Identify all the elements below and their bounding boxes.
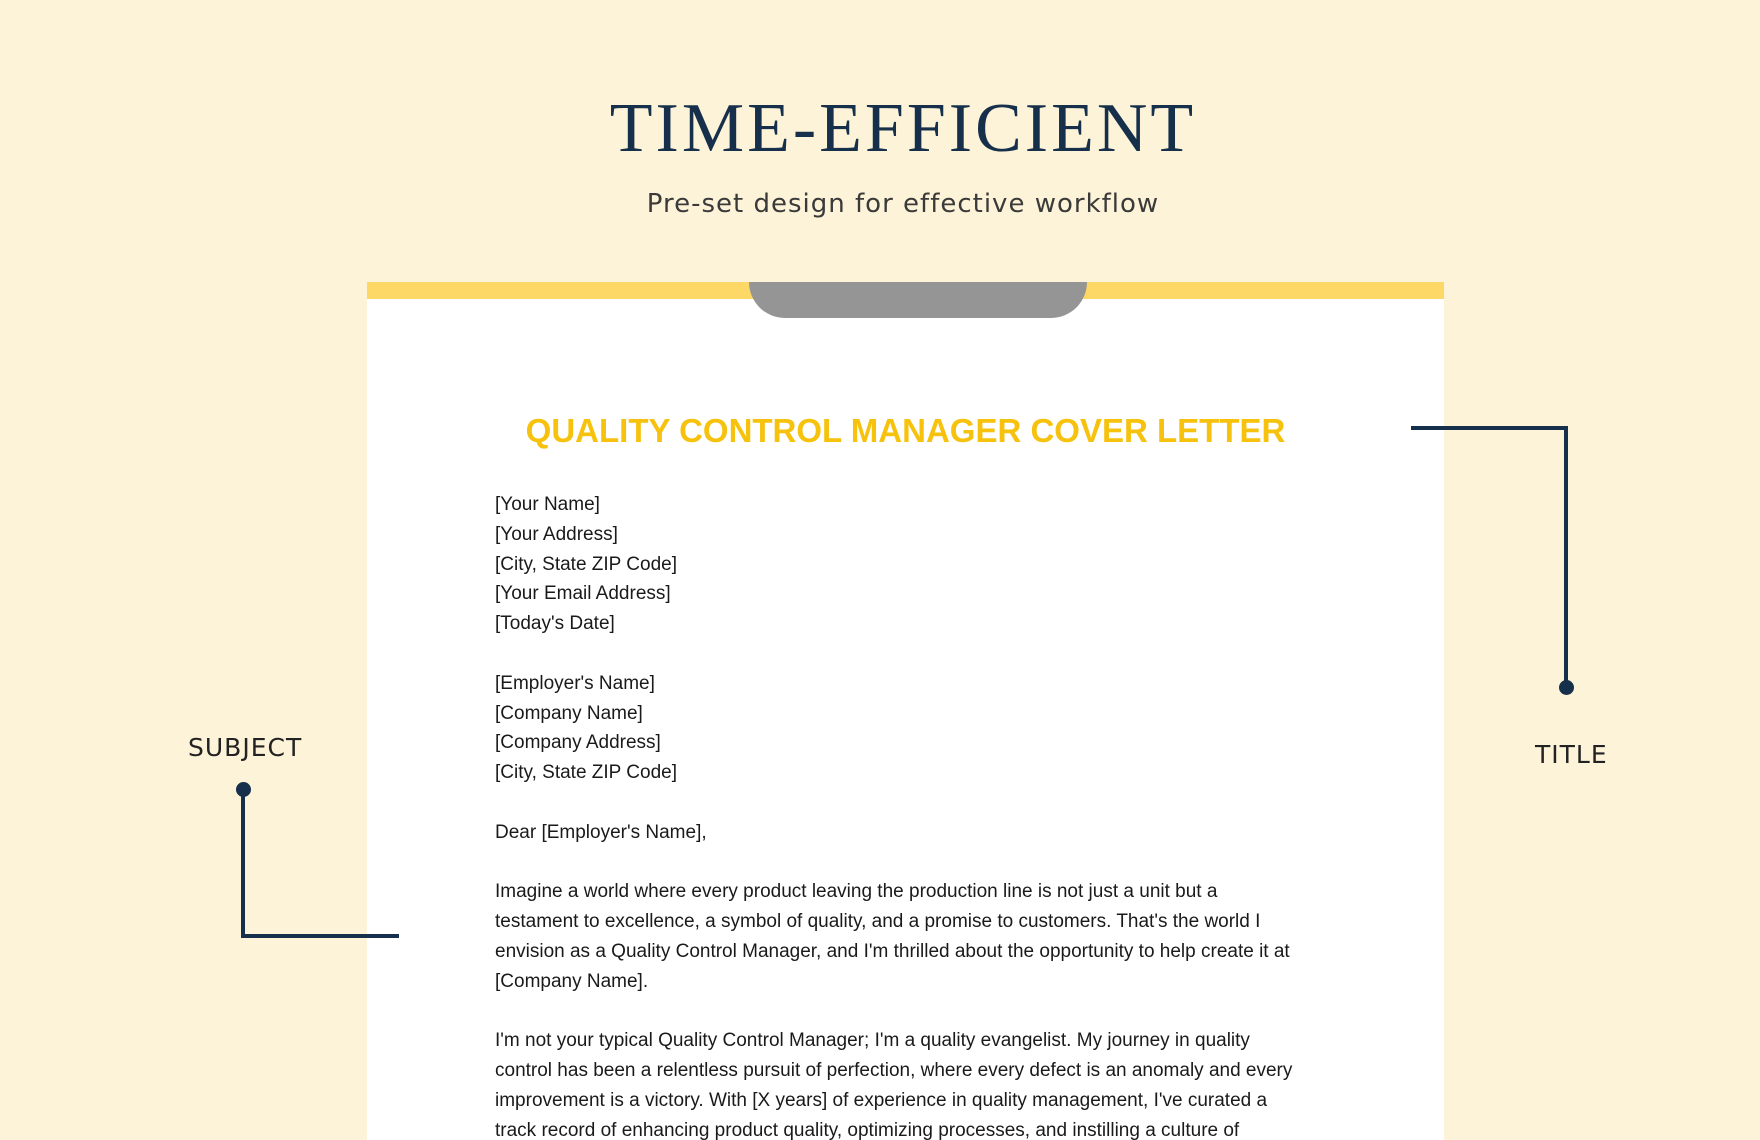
- sender-date: [Today's Date]: [495, 613, 615, 635]
- paragraph-2: [495, 1026, 1335, 1140]
- recipient-city: [City, State ZIP Code]: [495, 762, 677, 784]
- sender-name: [Your Name]: [495, 494, 600, 515]
- recipient-company: [Company Name]: [495, 702, 643, 724]
- document-title: QUALITY CONTROL MANAGER COVER LETTER: [525, 412, 1286, 449]
- paragraph-2-line: I'm not your typical Quality Control Manager; I'm a quality evangelist. My journey in quality: [495, 1030, 1250, 1052]
- paragraph-1-line: testament to excellence, a symbol of quality, and a promise to customers. That's the world I: [495, 911, 1261, 933]
- paragraph-1-line: Imagine a world where every product leaving the production line is not just a unit but a: [495, 881, 1218, 903]
- hero-title: TIME-EFFICIENT: [609, 90, 1197, 167]
- recipient-name: [Employer's Name]: [495, 672, 655, 694]
- callout-title-label: TITLE: [1535, 740, 1608, 769]
- greeting: Dear [Employer's Name],: [495, 821, 707, 843]
- recipient-address: [Company Address]: [495, 732, 661, 754]
- callout-subject-label: SUBJECT: [188, 733, 303, 762]
- document-tab: [749, 282, 1087, 318]
- paragraph-1: [495, 877, 1335, 996]
- document-preview: [367, 282, 1444, 1140]
- subject-connector-horizontal: [241, 934, 399, 938]
- sender-block: [495, 490, 1335, 639]
- title-connector-dot: [1559, 680, 1574, 695]
- sender-city: [City, State ZIP Code]: [495, 553, 677, 575]
- title-connector-horizontal: [1411, 426, 1568, 430]
- paragraph-1-line: [Company Name].: [495, 970, 649, 992]
- paragraph-2-line: track record of enhancing product quality, optimizing processes, and instilling a culture of: [495, 1119, 1240, 1140]
- letter-body: [495, 490, 1335, 1140]
- sender-address: [Your Address]: [495, 523, 618, 545]
- recipient-block: [495, 669, 1335, 788]
- paragraph-1-line: envision as a Quality Control Manager, and I'm thrilled about the opportunity to help create it at: [495, 940, 1290, 962]
- subject-connector-vertical: [241, 788, 245, 938]
- hero-subtitle: Pre-set design for effective workflow: [646, 189, 1160, 219]
- paragraph-2-line: control has been a relentless pursuit of perfection, where every defect is an anomaly and every: [495, 1060, 1293, 1082]
- paragraph-2-line: improvement is a victory. With [X years] of experience in quality management, I've curated a: [495, 1089, 1268, 1111]
- sender-email: [Your Email Address]: [495, 583, 671, 605]
- title-connector-vertical: [1564, 426, 1568, 686]
